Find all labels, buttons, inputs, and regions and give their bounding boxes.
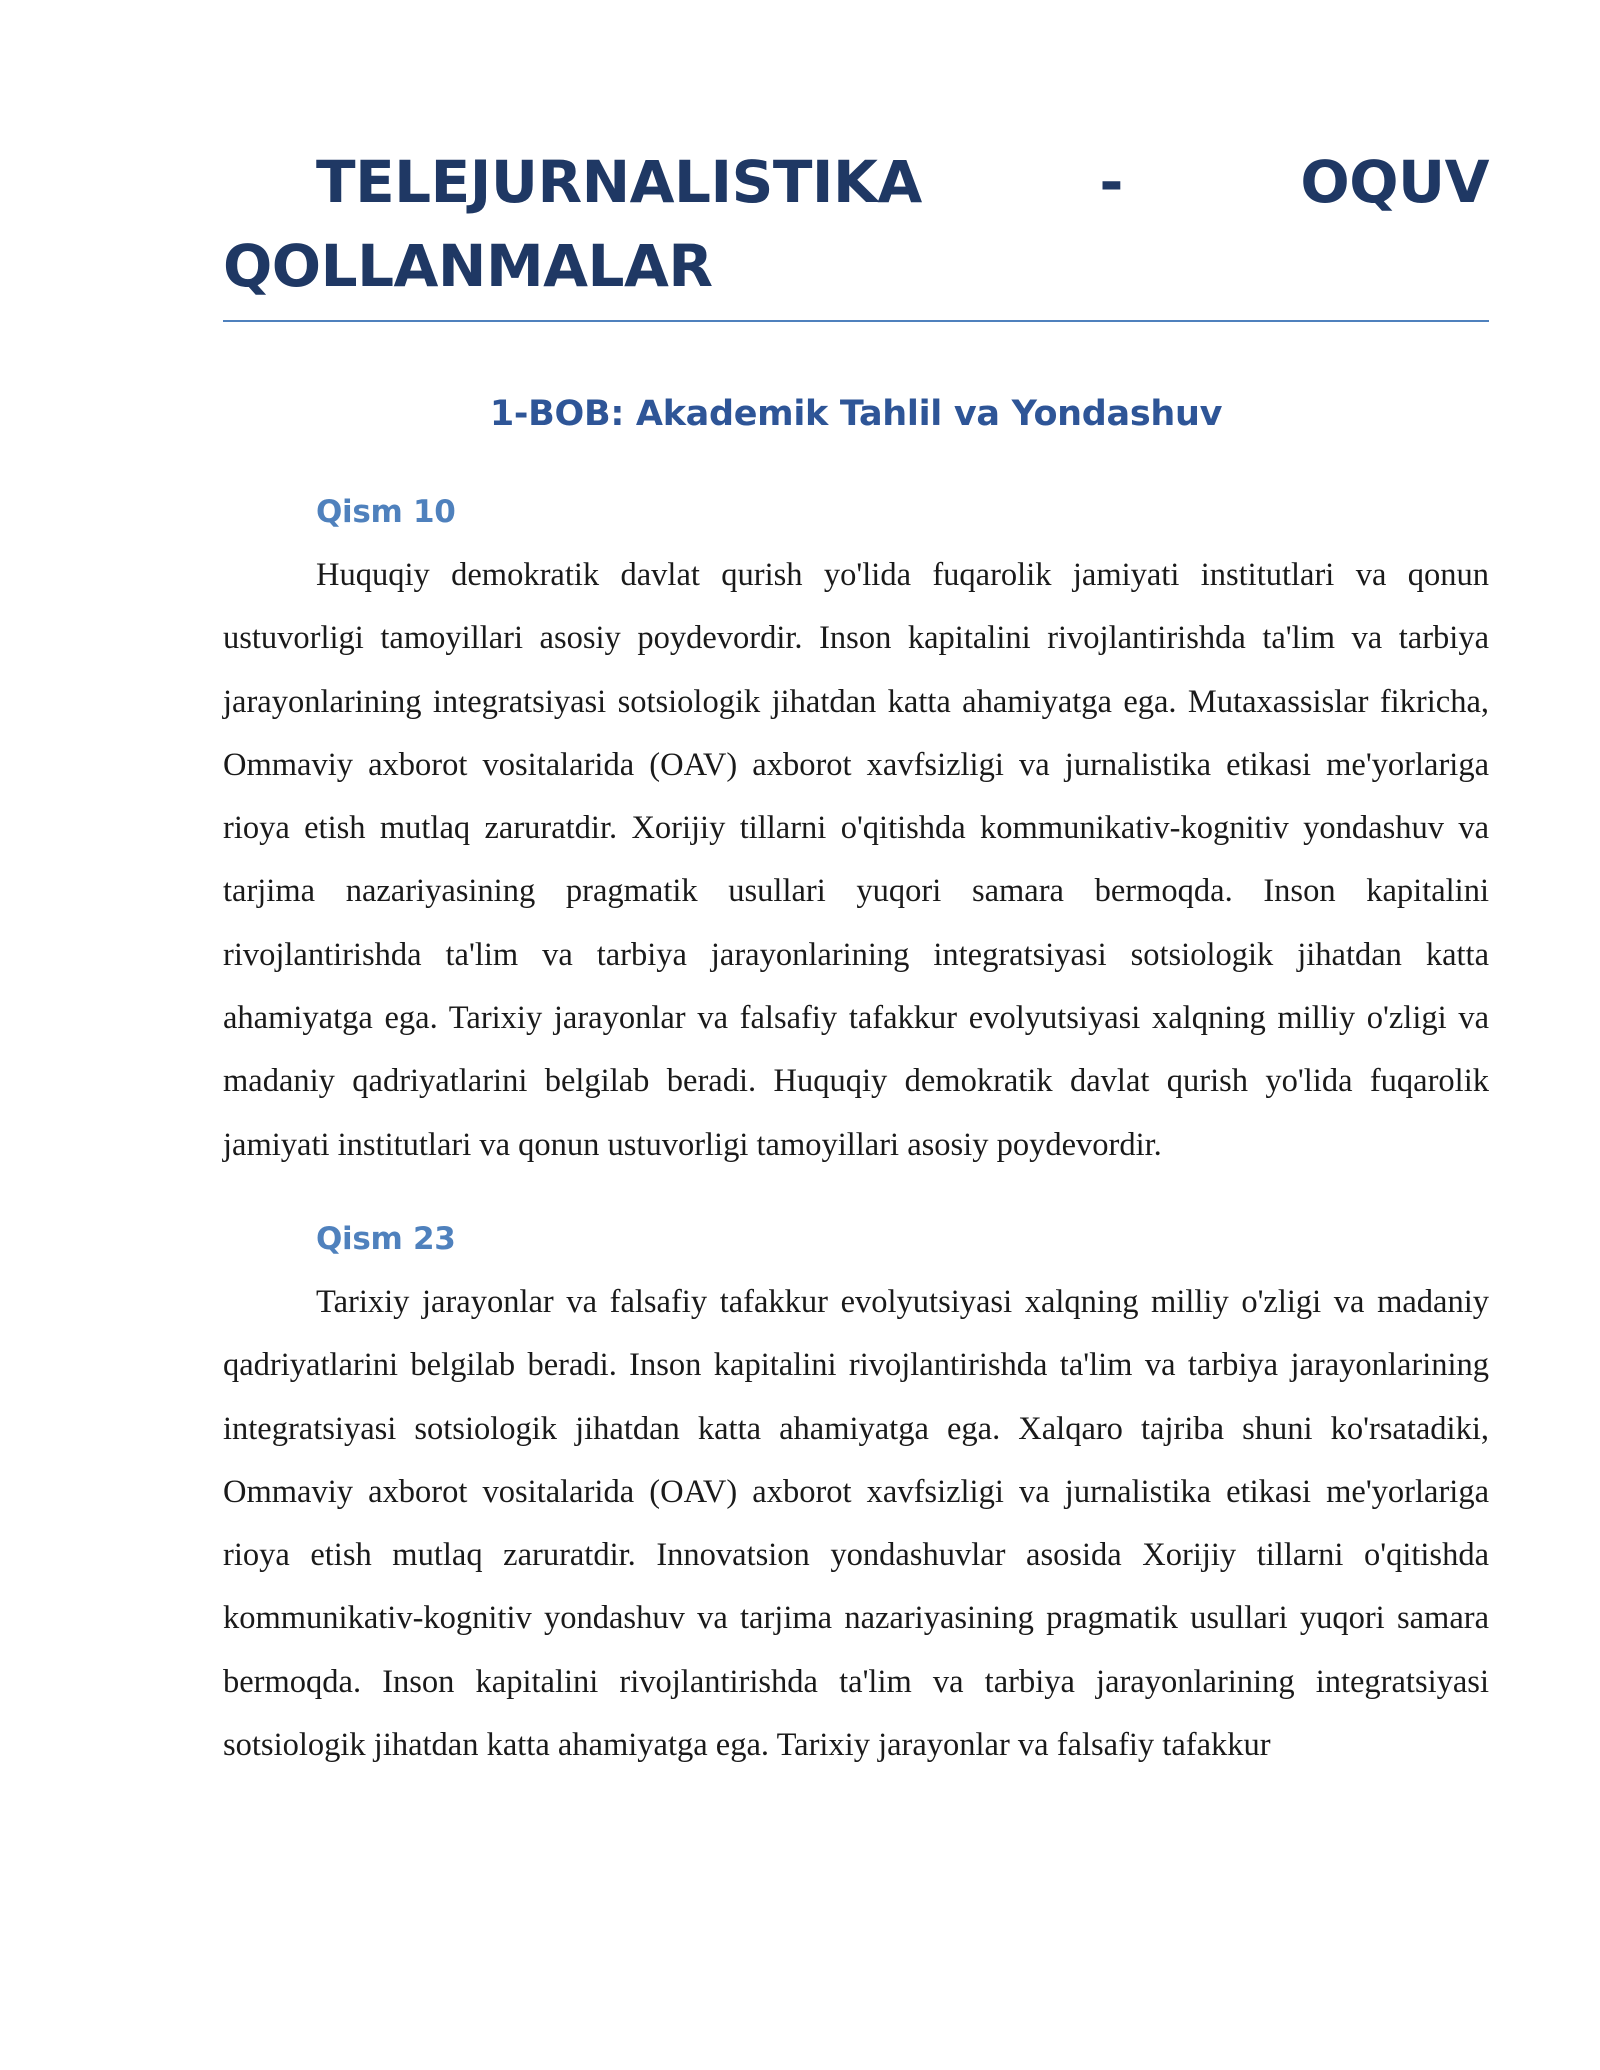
section-qism-10 bbox=[223, 492, 1489, 1177]
section-heading: Qism 10 bbox=[316, 494, 456, 530]
section-paragraph: Tarixiy jarayonlar va falsafiy tafakkur evolyutsiyasi xalqning milliy o'zligi va madaniy qadriyatlarini belgilab beradi. Inson kapitalini rivojlantirishda ta'lim va tarbiya jarayonlarining integratsiyasi sotsiologik jihatdan katta ahamiyatga ega. Xalqaro tajriba shuni ko'rsatadiki, Ommaviy axborot vositalarida (OAV) axborot xavfsizligi va jurnalistika etikasi me'yorlariga rioya etish mutlaq zaruratdir. Innovatsion yondashuvlar asosida Xorijiy tillarni o'qitishda kommunikativ-kognitiv yondashuv va tarjima nazariyasining pragmatik usullari yuqori samara bermoqda. Inson kapitalini rivojlantirishda ta'lim va tarbiya jarayonlarining integratsiyasi sotsiologik jihatdan katta ahamiyatga ega. Tarixiy jarayonlar va falsafiy tafakkur bbox=[223, 1283, 1489, 1764]
page-content bbox=[223, 140, 1489, 1777]
document-title: TELEJURNALISTIKA - OQUV QOLLANMALAR bbox=[223, 140, 1489, 322]
chapter-heading: 1-BOB: Akademik Tahlil va Yondashuv bbox=[489, 394, 1223, 434]
section-paragraph: Huquqiy demokratik davlat qurish yo'lida fuqarolik jamiyati institutlari va qonun ustuvorligi tamoyillari asosiy poydevordir. Inson kapitalini rivojlantirishda ta'lim va tarbiya jarayonlarining integratsiyasi sotsiologik jihatdan katta ahamiyatga ega. Mutaxassislar fikricha, Ommaviy axborot vositalarida (OAV) axborot xavfsizligi va jurnalistika etikasi me'yorlariga rioya etish mutlaq zaruratdir. Xorijiy tillarni o'qitishda kommunikativ-kognitiv yondashuv va tarjima nazariyasining pragmatik usullari yuqori samara bermoqda. Inson kapitalini rivojlantirishda ta'lim va tarbiya jarayonlarining integratsiyasi sotsiologik jihatdan katta ahamiyatga ega. Tarixiy jarayonlar va falsafiy tafakkur evolyutsiyasi xalqning milliy o'zligi va madaniy qadriyatlarini belgilab beradi. Huquqiy demokratik davlat qurish yo'lida fuqarolik jamiyati institutlari va qonun ustuvorligi tamoyillari asosiy poydevordir. bbox=[223, 557, 1489, 1163]
section-qism-23 bbox=[223, 1219, 1489, 1777]
section-heading: Qism 23 bbox=[316, 1220, 456, 1257]
